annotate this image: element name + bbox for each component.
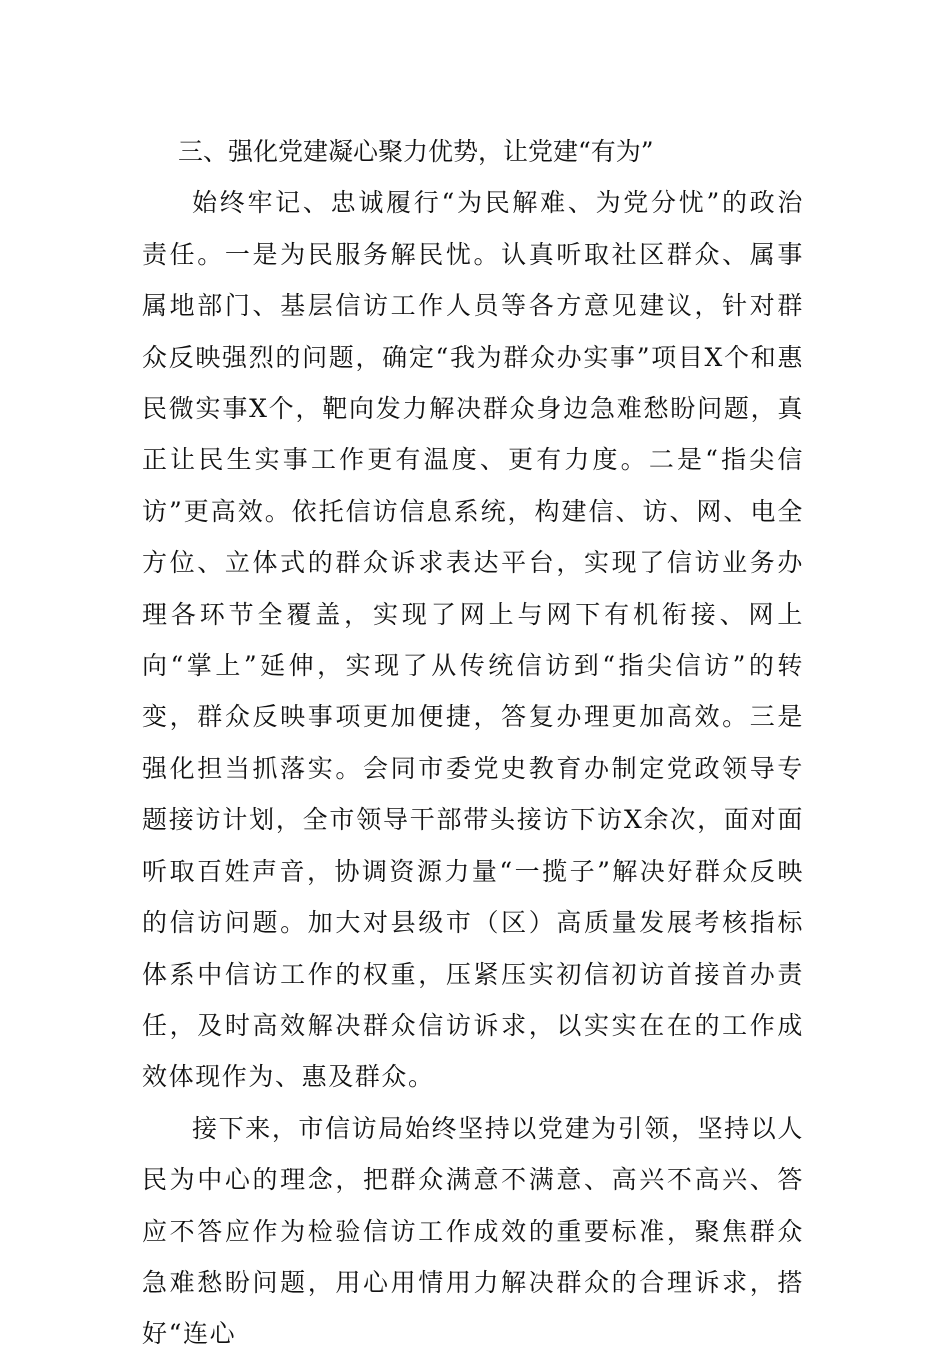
document-body [142,126,804,1360]
section-heading: 三、强化党建凝心聚力优势，让党建“有为” [178,137,654,166]
body-paragraph-2: 接下来，市信访局始终坚持以党建为引领，坚持以人民为中心的理念，把群众满意不满意、高兴不高兴、答应不答应作为检验信访工作成效的重要标准，聚焦群众急难愁盼问题，用心用情用力解决群众的合理诉求，搭好“连心 [142,1113,804,1349]
body-paragraph-1: 始终牢记、忠诚履行“为民解难、为党分忧”的政治责任。一是为民服务解民忧。认真听取社区群众、属事属地部门、基层信访工作人员等各方意见建议，针对群众反映强烈的问题，确定“我为群众办实事”项目X个和惠民微实事X个，靶向发力解决群众身边急难愁盼问题，真正让民生实事工作更有温度、更有力度。二是“指尖信访”更高效。依托信访信息系统，构建信、访、网、电全方位、立体式的群众诉求表达平台，实现了信访业务办理各环节全覆盖，实现了网上与网下有机衔接、网上向“掌上”延伸，实现了从传统信访到“指尖信访”的转变，群众反映事项更加便捷，答复办理更加高效。三是强化担当抓落实。会同市委党史教育办制定党政领导专题接访计划，全市领导干部带头接访下访X余次，面对面听取百姓声音，协调资源力量“一揽子”解决好群众反映的信访问题。加大对县级市（区）高质量发展考核指标体系中信访工作的权重，压紧压实初信初访首接首办责任，及时高效解决群众信访诉求，以实实在在的工作成效体现作为、惠及群众。 [142,188,804,1092]
